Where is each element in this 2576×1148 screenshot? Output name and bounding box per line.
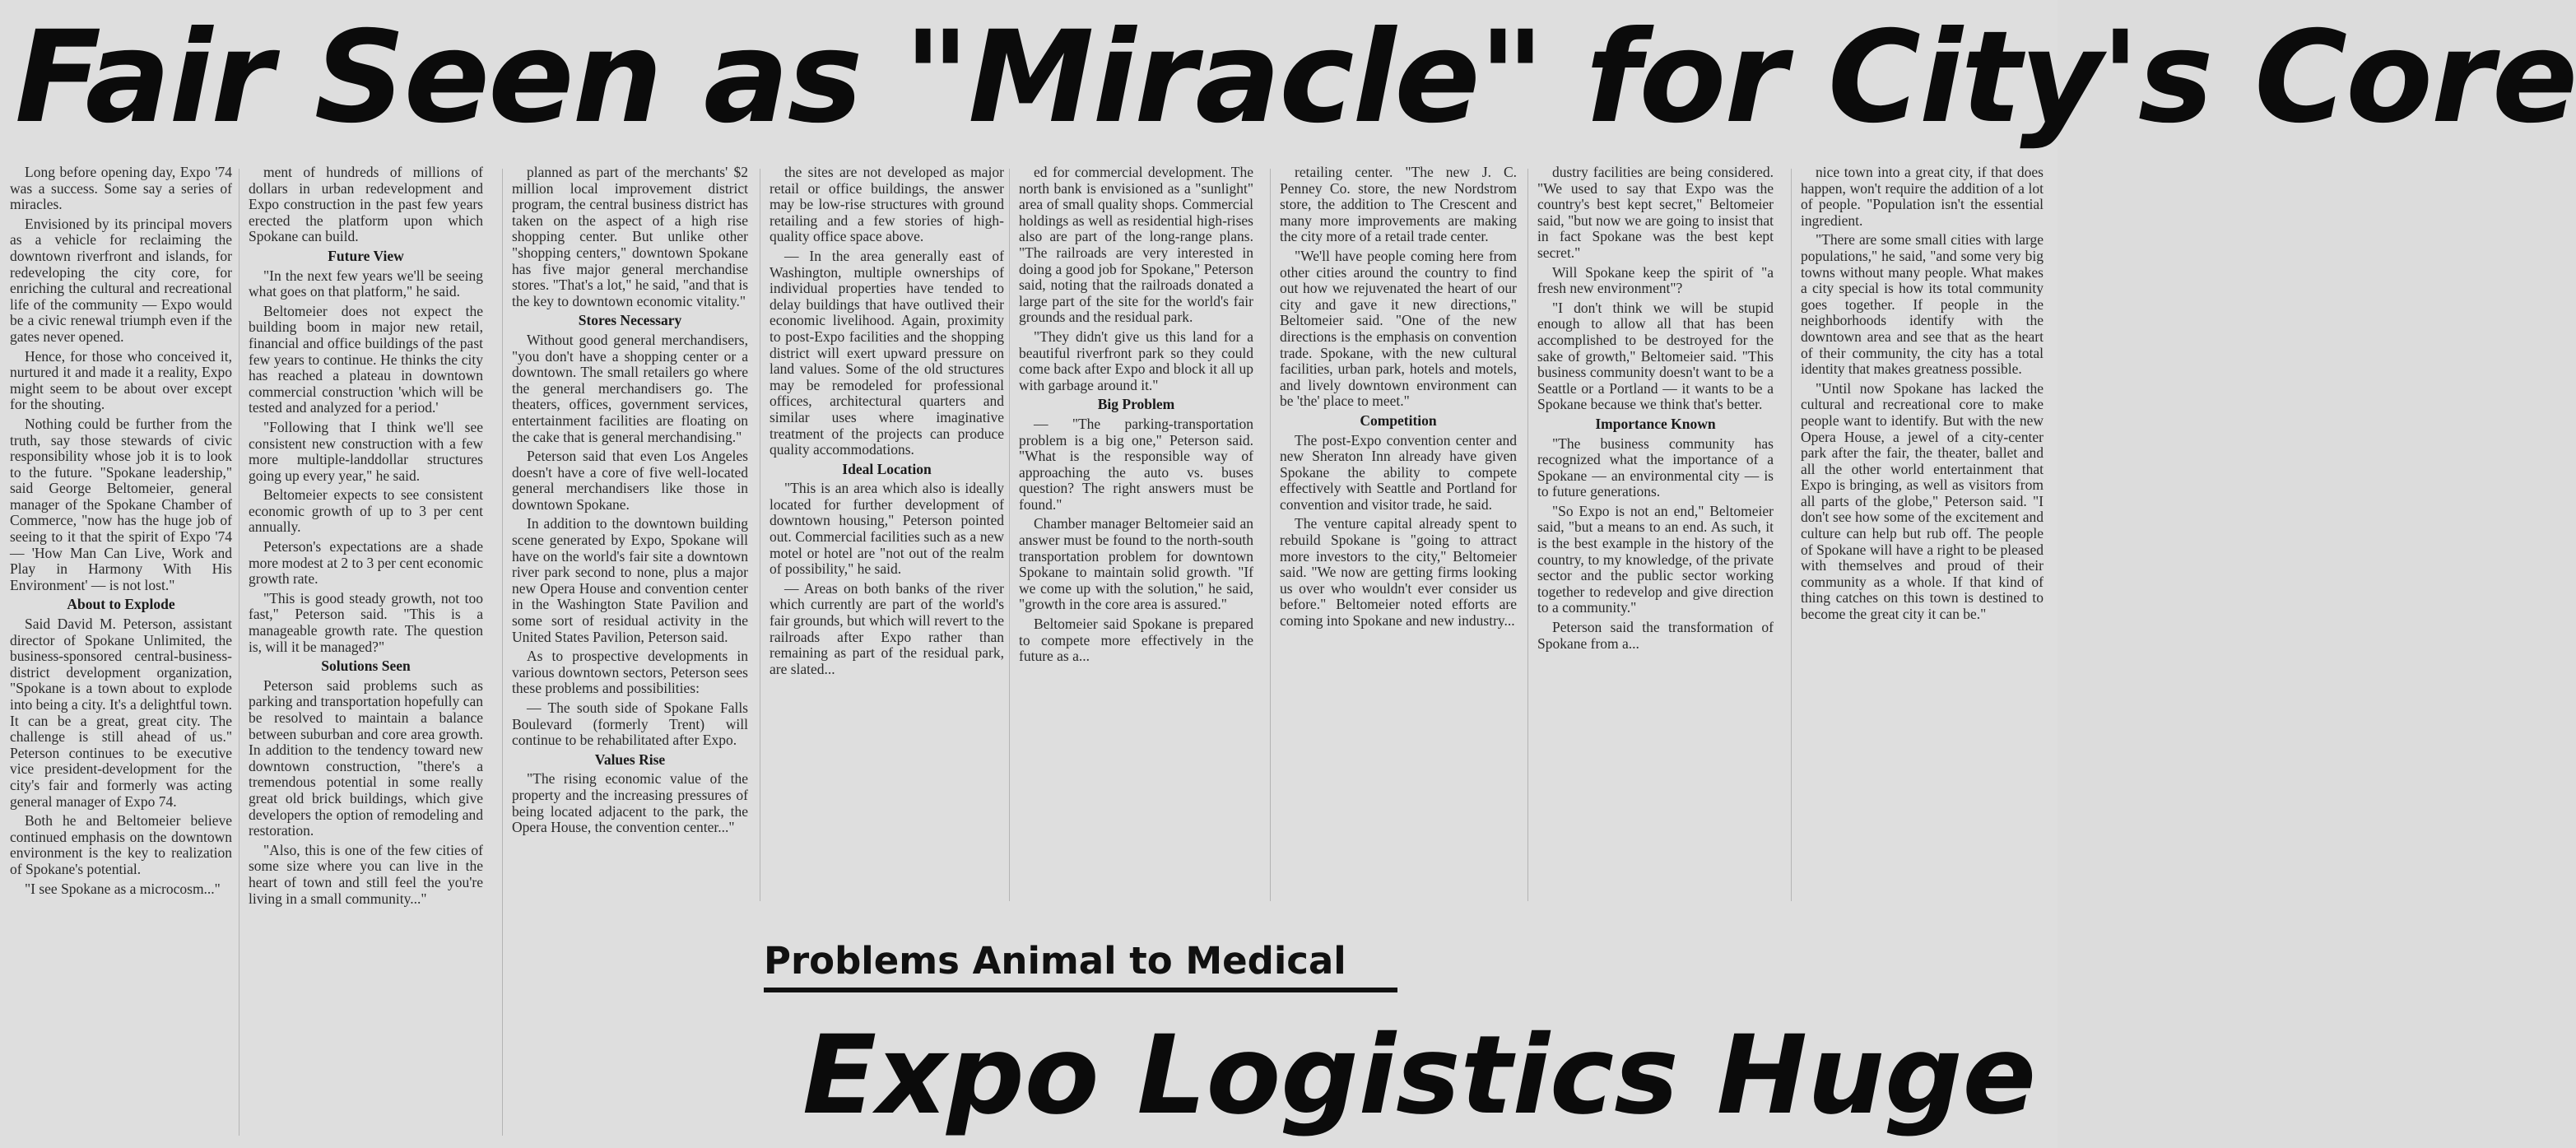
article-paragraph: "This is good steady growth, not too fast," Peterson said. "This is a manageable growth rate. The question is, will it be managed?" <box>249 589 483 655</box>
column-rule <box>1270 169 1271 901</box>
article-paragraph: "So Expo is not an end," Beltomeier said, "but a means to an end. As such, it is the best example in the history of the country, to my knowledge, of the private sector and the public sector working together to redevelop and give direction to a community." <box>1537 502 1774 616</box>
article-paragraph: "They didn't give us this land for a beautiful riverfront park so they could come back after Expo and block it all up with garbage around it." <box>1019 328 1253 393</box>
article-column <box>512 165 748 1148</box>
article-paragraph: Peterson said the transformation of Spokane from a... <box>1537 619 1774 652</box>
article-paragraph: Envisioned by its principal movers as a vehicle for reclaiming the downtown riverfront and islands, for redeveloping the city core, for enriching the cultural and recreational life of the community — Expo would be a civic renewal triumph even if the gates never opened. <box>10 215 232 345</box>
article-paragraph: Without good general merchandisers, "you don't have a shopping center or a downtown. The small retailers go where the general merchandisers go. The theaters, offices, government services, entertainment facilities are floating on the cake that is general merchandising." <box>512 331 748 445</box>
article-column <box>1801 165 2044 913</box>
article-paragraph: "Following that I think we'll see consistent new construction with a few more multiple-landdollar structures going up every year," he said. <box>249 418 483 484</box>
article-paragraph: Peterson's expectations are a shade more modest at 2 to 3 per cent economic growth rate. <box>249 538 483 588</box>
second-story-headline: Expo Logistics Huge <box>802 1012 2037 1139</box>
article-paragraph: "I don't think we will be stupid enough to allow all that has been accomplished to be destroyed for the sake of growth," Beltomeier said. "This business community doesn't want to be a Seattle or a Portland — it wants to be a Spokane because we think that's better. <box>1537 299 1774 413</box>
article-paragraph: "Until now Spokane has lacked the cultural and recreational core to make people want to identify. But with the new Opera House, a jewel of a city-center park after the fair, the theater, ballet and all the other world entertainment that Expo is bringing, as well as visitors from all parts of the globe," Peterson said. "I don't see how some of the excitement and culture can help but rub off. The people of Spokane will have a right to be pleased with themselves and proud of their community as a whole. If that kind of thing catches on this town is destined to become the great city it can be." <box>1801 379 2044 623</box>
article-paragraph: dustry facilities are being considered. "We used to say that Expo was the country's best kept secret," Beltomeier said, "but now we are going to insist that in fact Spokane was the best kept secret." <box>1537 164 1774 261</box>
article-paragraph: "The business community has recognized what the importance of a Spokane — an environmental city — is to future generations. <box>1537 435 1774 500</box>
subheading: About to Explode <box>67 596 175 613</box>
column-rule <box>1791 169 1792 901</box>
article-paragraph: "There are some small cities with large populations," he said, "and some very big towns without many people. What makes a city special is how its total community goes together. If people in the neighborhoods identify with the downtown area and see that as the heart of their community, the city has a total identity that makes greatness possible. <box>1801 231 2044 378</box>
subheading: Future View <box>328 247 404 264</box>
article-paragraph: "The rising economic value of the property and the increasing pressures of being located adjacent to the park, the Opera House, the convention center..." <box>512 770 748 836</box>
article-column <box>1019 165 1253 913</box>
article-body <box>0 165 2058 1148</box>
article-paragraph: nice town into a great city, if that does happen, won't require the addition of a lot of people. "Population isn't the essential ingredient. <box>1801 164 2044 229</box>
article-paragraph: Nothing could be further from the truth, say those stewards of civic responsibility whose job it is to look to the future. "Spokane leadership," said George Beltomeier, general manager of the Spokane Chamber of Commerce, "now has the huge job of seeing to it that the spirit of Expo '74 — 'How Man Can Live, Work and Play in Harmony With His Environment' — is not lost." <box>10 415 232 593</box>
article-paragraph: "This is an area which also is ideally located for further development of downtown housing," Peterson pointed out. Commercial facilities such as a new motel or hotel are "not out of the realm of possibility," he said. <box>770 480 1004 578</box>
article-paragraph: ment of hundreds of millions of dollars in urban redevelopment and Expo construction in the past few years erected the platform upon which Spokane can build. <box>249 164 483 245</box>
column-rule <box>1527 169 1528 901</box>
second-story-banner <box>764 938 1397 992</box>
subheading: Solutions Seen <box>321 658 411 675</box>
article-paragraph: retailing center. "The new J. C. Penney Co. store, the new Nordstrom store, the addition to The Crescent and many more improvements are making the city more of a retail trade center. <box>1280 164 1517 245</box>
article-paragraph: Both he and Beltomeier believe continued emphasis on the downtown environment is the key to realization of Spokane's potential. <box>10 812 232 877</box>
article-column <box>770 165 1004 913</box>
article-paragraph: — In the area generally east of Washington, multiple ownerships of individual properties have tended to delay buildings that have outlived their economic livelihood. Again, proximity to post-Expo facilities and the shopping district will exert upward pressure on land values. Some of the old structures may be remodeled for professional offices, architectural quarters and similar uses where imaginative treatment of the projects can produce quality accommodations. <box>770 247 1004 458</box>
kicker-underline <box>764 988 1397 992</box>
article-paragraph: ed for commercial development. The north bank is envisioned as a "sunlight" area of small quality shops. Commercial holdings as well as residential high-rises also are part of the long-range plans. "The railroads are very interested in doing a good job for Spokane," Peterson said, noting that the railroads donated a large part of the site for the world's fair grounds and the residual park. <box>1019 164 1253 326</box>
subheading: Ideal Location <box>842 460 932 477</box>
subheading: Values Rise <box>594 751 666 768</box>
article-paragraph: Chamber manager Beltomeier said an answer must be found to the north-south transportation problem for downtown Spokane to maintain solid growth. "If we come up with the solution," he said, "growth in the core area is assured." <box>1019 515 1253 613</box>
article-paragraph: Peterson said that even Los Angeles doesn't have a core of five well-located general merchandisers like those in downtown Spokane. <box>512 448 748 513</box>
article-paragraph: "In the next few years we'll be seeing what goes on that platform," he said. <box>249 267 483 300</box>
article-paragraph: Will Spokane keep the spirit of "a fresh new environment"? <box>1537 263 1774 297</box>
article-column <box>1537 165 1774 913</box>
article-paragraph: Long before opening day, Expo '74 was a success. Some say a series of miracles. <box>10 164 232 213</box>
article-paragraph: Peterson said problems such as parking and transportation hopefully can be resolved to maintain a balance between suburban and core area growth. In addition to the tendency toward new downtown construction, "there's a tremendous potential in some really great old brick buildings, which give developers the option of remodeling and restoration. <box>249 676 483 839</box>
article-paragraph: — Areas on both banks of the river which currently are part of the world's fair grounds, but which will revert to the railroads after Expo rather than remaining as part of the residual park, are slated... <box>770 579 1004 677</box>
page-headline: Fair Seen as "Miracle" for City's Core <box>15 4 2576 151</box>
subheading: Importance Known <box>1595 415 1716 432</box>
article-paragraph: Beltomeier does not expect the building boom in major new retail, financial and office buildings of the past few years to continue. He thinks the city has reached a plateau in downtown commercial construction 'which will be tested and analyzed for a period.' <box>249 302 483 416</box>
article-column <box>1280 165 1517 913</box>
article-paragraph: planned as part of the merchants' $2 million local improvement district program, the central business district has taken on the aspect of a high rise shopping center. But unlike other "shopping centers," downtown Spokane has five major general merchandise stores. "That's a lot," he said, "and that is the key to downtown economic vitality." <box>512 164 748 309</box>
column-rule <box>1009 169 1010 901</box>
subheading: Big Problem <box>1097 396 1175 413</box>
article-paragraph: In addition to the downtown building scene generated by Expo, Spokane will have on the world's fair site a downtown river park second to none, plus a major new Opera House and convention center in the Washington State Pavilion and some sort of residual activity in the United States Pavilion, Peterson said. <box>512 515 748 645</box>
article-paragraph: Beltomeier said Spokane is prepared to compete more effectively in the future as a... <box>1019 616 1253 665</box>
article-paragraph: "I see Spokane as a microcosm..." <box>25 880 221 897</box>
article-column <box>10 165 232 1148</box>
article-paragraph: — "The parking-transportation problem is a big one," Peterson said. "What is the responsible way of approaching the auto vs. buses question? The right answers must be found." <box>1019 415 1253 513</box>
subheading: Competition <box>1360 411 1437 429</box>
article-paragraph: Hence, for those who conceived it, nurtured it and made it a reality, Expo might seem to be about over except for the shouting. <box>10 347 232 413</box>
article-paragraph: — The south side of Spokane Falls Boulevard (formerly Trent) will continue to be rehabilitated after Expo. <box>512 699 748 749</box>
column-rule <box>502 169 503 1136</box>
article-paragraph: As to prospective developments in various downtown sectors, Peterson sees these problems and possibilities: <box>512 648 748 697</box>
article-column <box>249 165 483 1148</box>
article-paragraph: "Also, this is one of the few cities of some size where you can live in the heart of town and still feel the you're living in a small community..." <box>249 841 483 907</box>
article-paragraph: Beltomeier expects to see consistent economic growth of up to 3 per cent annually. <box>249 486 483 536</box>
article-paragraph: "We'll have people coming here from other cities around the country to find out how we rejuvenated the heart of our city and gave it new directions," Beltomeier said. "One of the new directions is the emphasis on convention trade. Spokane, with the new cultural facilities, urban park, hotels and motels, and lively downtown environment can be 'the' place to meet." <box>1280 247 1517 410</box>
article-paragraph: The venture capital already spent to rebuild Spokane is "going to attract more investors to the city," Beltomeier said. "We now are getting firms looking us over who wouldn't ever consider us before." Beltomeier noted efforts are coming into Spokane and new industry... <box>1280 515 1517 630</box>
article-paragraph: Said David M. Peterson, assistant director of Spokane Unlimited, the business-sponsored central-business-district development organization, "Spokane is a town about to explode into being a city. It's a delightful town. It can be a great, great city. The challenge is still ahead of us." Peterson continues to be executive vice president-development for the city's fair and formerly was acting general manager of Expo 74. <box>10 616 232 810</box>
second-story-kicker: Problems Animal to Medical <box>764 939 1346 983</box>
article-paragraph: the sites are not developed as major retail or office buildings, the answer may be low-rise structures with ground retailing and a few stories of high-quality office space above. <box>770 164 1004 245</box>
subheading: Stores Necessary <box>578 312 682 329</box>
article-paragraph: The post-Expo convention center and new Sheraton Inn already have given Spokane the ability to compete effectively with Seattle and Portland for convention and visitor trade, he said. <box>1280 431 1517 513</box>
